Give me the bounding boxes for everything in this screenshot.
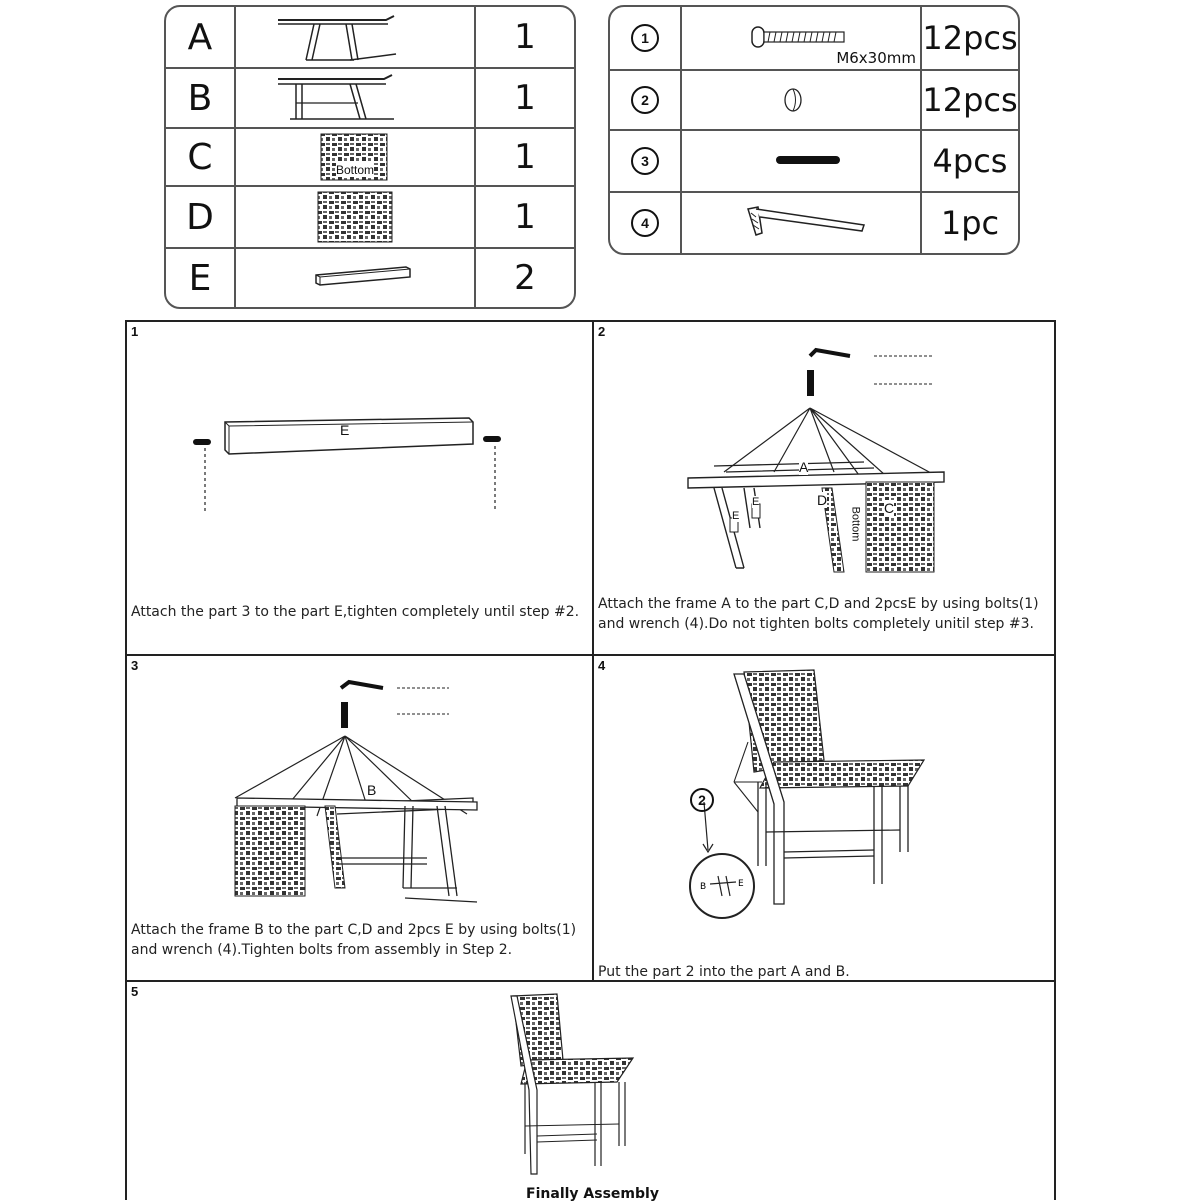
part-b-label: B: [367, 782, 377, 798]
hardware-qty: 12pcs: [922, 81, 1018, 119]
part-row-d: [166, 187, 574, 249]
hardware-number: 4: [631, 209, 659, 237]
part-row-e: [166, 249, 574, 307]
rail-e-diagram: [187, 412, 527, 512]
step-caption: Attach the frame A to the part C,D and 2pcsE by using bolts(1) and wrench (4).Do not tighten bolts completely unitil step #3.: [598, 596, 1039, 632]
step-5-panel: [127, 982, 1058, 1202]
hardware-qty: 1pc: [940, 204, 1000, 242]
hardware-qty: 4pcs: [932, 142, 1008, 180]
hardware-row-4: [610, 193, 1018, 253]
finished-chair-icon: [507, 986, 647, 1182]
hardware-table: [608, 5, 1020, 255]
parts-table: [164, 5, 576, 309]
part-label: A: [799, 459, 809, 475]
part-qty: 1: [514, 137, 536, 177]
svg-text:E: E: [738, 879, 744, 889]
step-number: 2: [598, 324, 606, 339]
frame-b-assembly-diagram: [227, 666, 587, 906]
frame-a-assembly-diagram: [674, 342, 1034, 582]
part-letter: C: [187, 136, 213, 178]
part-letter: E: [188, 257, 212, 299]
step-number: 5: [131, 984, 139, 999]
part-label: Bottom: [849, 506, 862, 542]
bottom-label: Bottom: [336, 163, 375, 177]
part-letter: D: [186, 196, 214, 238]
bolt-spec: M6x30mm: [836, 49, 916, 67]
step-1-panel: [127, 322, 592, 654]
part-label: D: [817, 492, 828, 508]
frame-b-icon: [276, 73, 396, 123]
step-caption: Attach the frame B to the part C,D and 2pcs E by using bolts(1) and wrench (4).Tighten bolts from assembly in Step 2.: [131, 922, 577, 958]
dowel-icon: [774, 154, 844, 168]
panel-d-icon: [316, 190, 396, 244]
part-letter: A: [187, 16, 213, 58]
rail-e-icon: [314, 263, 414, 293]
hardware-number: 2: [631, 86, 659, 114]
part-label: C: [884, 500, 895, 516]
assembly-steps: [125, 320, 1056, 1200]
allen-wrench-icon: [742, 203, 872, 243]
step-number: 1: [131, 324, 139, 339]
part-row-b: [166, 69, 574, 129]
bolt-icon: [750, 25, 850, 49]
final-assembly-label: Finally Assembly: [526, 1186, 659, 1202]
part-row-c: [166, 129, 574, 187]
svg-text:B: B: [700, 882, 707, 892]
step-2-panel: [594, 322, 1058, 654]
step-number: 3: [131, 658, 139, 673]
hardware-row-3: [610, 131, 1018, 193]
hardware-row-1: [610, 7, 1018, 71]
step-number: 4: [598, 658, 606, 673]
step-3-panel: [127, 656, 592, 980]
step-4-panel: [594, 656, 1058, 980]
step-caption: Attach the part 3 to the part E,tighten completely until step #2.: [131, 604, 580, 620]
hardware-qty: 12pcs: [922, 19, 1018, 57]
hardware-row-2: [610, 71, 1018, 131]
part-qty: 1: [514, 17, 536, 57]
washer-insert-diagram: [674, 662, 1054, 932]
hardware-number: 1: [631, 24, 659, 52]
washer-callout-number: 2: [690, 788, 714, 812]
part-qty: 1: [514, 197, 536, 237]
part-letter: B: [187, 77, 213, 119]
frame-a-icon: [276, 12, 396, 62]
part-label: E: [752, 496, 760, 508]
part-label: E: [732, 510, 740, 522]
part-qty: 1: [514, 78, 536, 118]
hardware-number: 3: [631, 147, 659, 175]
part-qty: 2: [514, 258, 536, 298]
part-e-label: E: [340, 422, 350, 438]
step-caption: Put the part 2 into the part A and B.: [598, 964, 850, 980]
washer-icon: [780, 85, 810, 115]
part-row-a: [166, 7, 574, 69]
